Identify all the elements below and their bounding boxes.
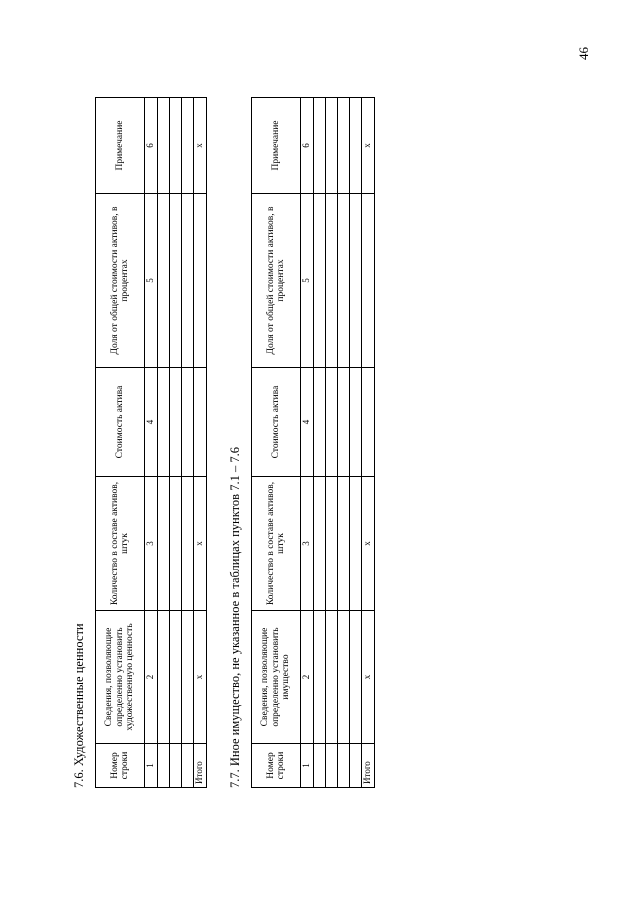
column-number: 3 [301,477,314,611]
column-number: 3 [145,477,158,611]
table-row [326,98,338,788]
table-row [158,98,170,788]
table-row [182,98,194,788]
table-row [338,98,350,788]
total-value [362,368,375,477]
column-numbers-row [301,98,314,788]
header-asset-value: Стоимость актива [252,368,301,477]
column-number: 5 [301,194,314,368]
total-value [194,368,207,477]
header-quantity: Количество в составе активов, штук [252,477,301,611]
header-info: Сведения, позволяющие определенно установить имущество [252,611,301,744]
table-row [170,98,182,788]
total-row [362,98,375,788]
table-7-6 [95,97,207,788]
column-number: 1 [301,744,314,788]
total-quantity: x [362,477,375,611]
header-asset-value: Стоимость актива [96,368,145,477]
table-header-row [252,98,301,788]
header-row-number: Номер строки [252,744,301,788]
header-note: Примечание [96,98,145,194]
table-7-7 [251,97,375,788]
total-label: Итого [194,744,207,788]
table-row [314,98,326,788]
column-number: 2 [145,611,158,744]
total-share [362,194,375,368]
header-row-number: Номер строки [96,744,145,788]
header-note: Примечание [252,98,301,194]
column-number: 4 [301,368,314,477]
section-7-7 [228,97,375,788]
total-share [194,194,207,368]
column-numbers-row [145,98,158,788]
column-number: 4 [145,368,158,477]
total-info: x [194,611,207,744]
total-quantity: x [194,477,207,611]
total-note: x [362,98,375,194]
header-share-percent: Доля от общей стоимости активов, в процентах [96,194,145,368]
section-title-7-6: 7.6. Художественные ценности [72,623,86,788]
header-quantity: Количество в составе активов, штук [96,477,145,611]
column-number: 6 [145,98,158,194]
column-number: 5 [145,194,158,368]
total-info: x [362,611,375,744]
total-row [194,98,207,788]
section-7-6 [72,97,207,788]
total-note: x [194,98,207,194]
table-header-row [96,98,145,788]
header-share-percent: Доля от общей стоимости активов, в процентах [252,194,301,368]
column-number: 1 [145,744,158,788]
total-label: Итого [362,744,375,788]
header-info: Сведения, позволяющие определенно установить художественную ценность [96,611,145,744]
table-row [350,98,362,788]
page-number: 46 [576,47,591,60]
section-title-7-7: 7.7. Иное имущество, не указанное в таблицах пунктов 7.1 – 7.6 [228,447,242,788]
column-number: 2 [301,611,314,744]
column-number: 6 [301,98,314,194]
